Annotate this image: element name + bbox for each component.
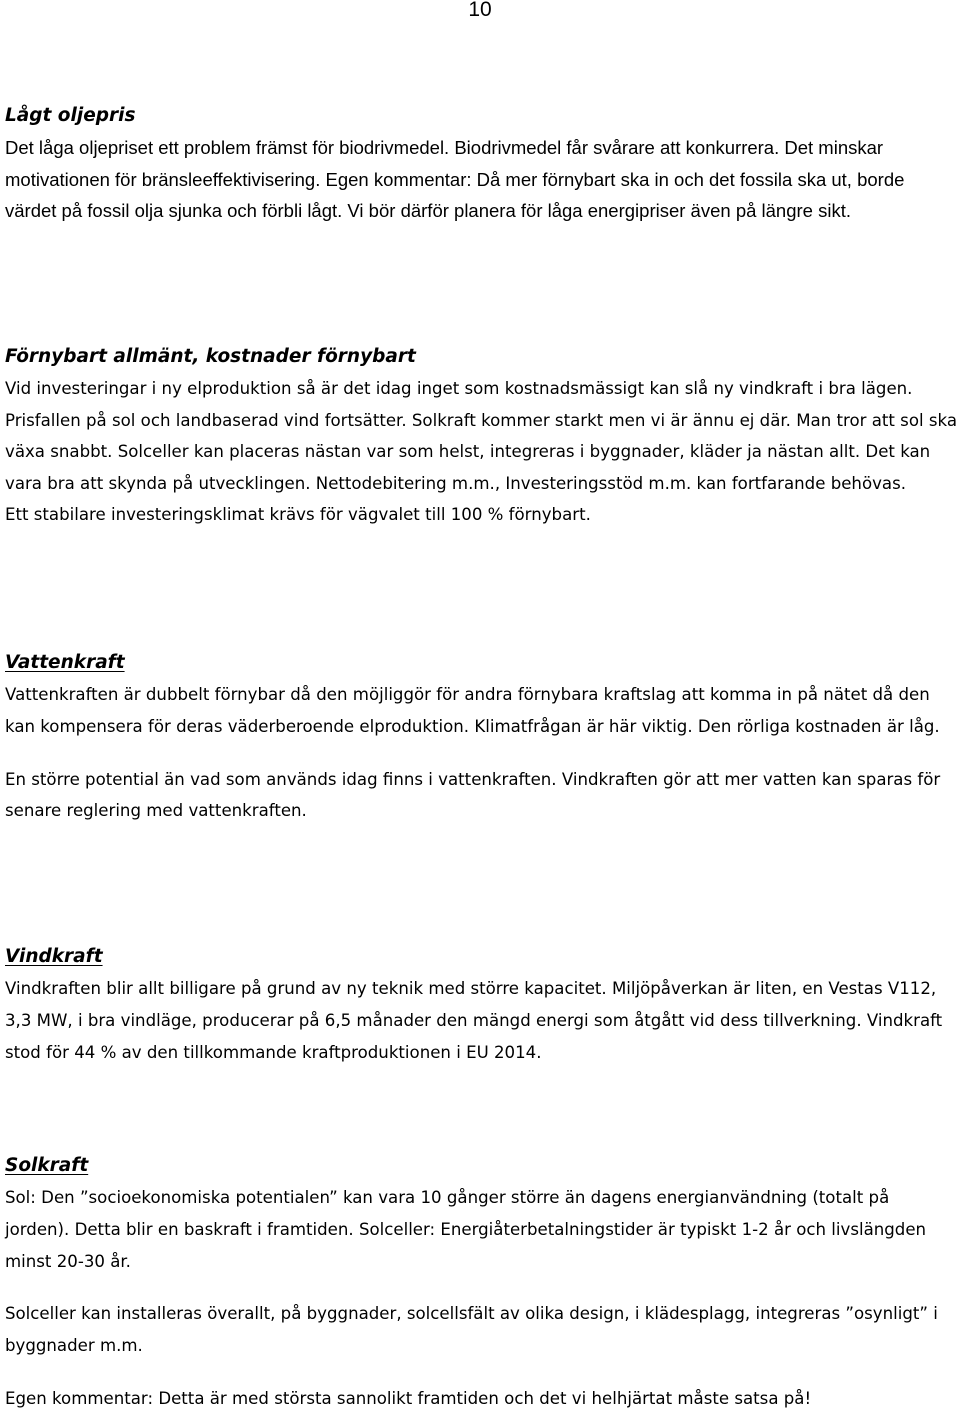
section-heading-low-oil-price: Lågt oljepris <box>5 105 136 126</box>
section-renewable-general <box>5 341 957 531</box>
section-heading-hydropower: Vattenkraft <box>5 652 125 673</box>
section-heading-solar-power: Solkraft <box>5 1155 89 1176</box>
paragraph-wind-power: Vindkraften blir allt billigare på grund av ny teknik med större kapacitet. Miljöpåverkan är liten, en Vestas V112, 3,3 MW, i bra vindläge, producerar på 6,5 månader den mängd energi som åtgått vid dess tillverkning. Vindkraft stod för 44 % av den tillkommande kraftproduktionen i EU 2014. <box>5 979 943 1062</box>
section-low-oil-price <box>5 100 957 227</box>
section-heading-wind-power: Vindkraft <box>5 946 103 967</box>
paragraph-hydropower: Vattenkraften är dubbelt förnybar då den möjliggör för andra förnybara kraftslag att komma in på nätet då den kan kompensera för deras väderberoende elproduktion. Klimatfrågan är här viktig. Den rörliga kostnaden är låg. <box>5 685 940 736</box>
paragraph-solar-potential: Sol: Den ”socioekonomiska potentialen” kan vara 10 gånger större än dagens energianvändning (totalt på jorden). Detta blir en baskraft i framtiden. Solceller: Energiåterbetalningstider är typiskt 1-2 år och livslängden minst 20-30 år. <box>5 1188 927 1271</box>
paragraph-low-oil-price: Det låga oljepriset ett problem främst för biodrivmedel. Biodrivmedel får svårare att konkurrera. Det minskar motivationen för bränsleeffektivisering. Egen kommentar: Då mer förnybart ska in och det fossila ska ut, borde värdet på fossil olja sjunka och förbli lågt. Vi bör därför planera för låga energipriser även på längre sikt. <box>5 137 905 221</box>
paragraph-hydropower-potential: En större potential än vad som används idag finns i vattenkraften. Vindkraften gör att mer vatten kan sparas för senare reglering med vattenkraften. <box>5 769 941 821</box>
paragraph-solar-installation: Solceller kan installeras överallt, på byggnader, solcellsfält av olika design, i klädesplagg, integreras ”osynligt” i byggnader m.m. <box>5 1304 938 1356</box>
section-heading-renewable-general: Förnybart allmänt, kostnader förnybart <box>5 346 416 367</box>
paragraph-own-comment: Egen kommentar: Detta är med största sannolikt framtiden och det vi helhjärtat måste satsa på! <box>5 1388 812 1408</box>
paragraph-investment-climate: Ett stabilare investeringsklimat krävs för vägvalet till 100 % förnybart. <box>5 505 591 525</box>
paragraph-renewable-general: Vid investeringar i ny elproduktion så är det idag inget som kostnadsmässigt kan slå ny vindkraft i bra lägen. Prisfallen på sol och landbaserad vind fortsätter. Solkraft kommer starkt men vi är ännu ej där. Man tror att sol ska växa snabbt. Solceller kan placeras nästan var som helst, integreras i byggnader, kläder ja nästan allt. Det kan vara bra att skynda på utvecklingen. Nettodebitering m.m., Investeringsstöd m.m. kan fortfarande behövas. <box>5 379 957 493</box>
page-number: 10 <box>468 0 492 21</box>
section-hydropower <box>5 647 957 827</box>
section-wind-power <box>5 941 957 1068</box>
section-solar-power <box>5 1150 957 1415</box>
